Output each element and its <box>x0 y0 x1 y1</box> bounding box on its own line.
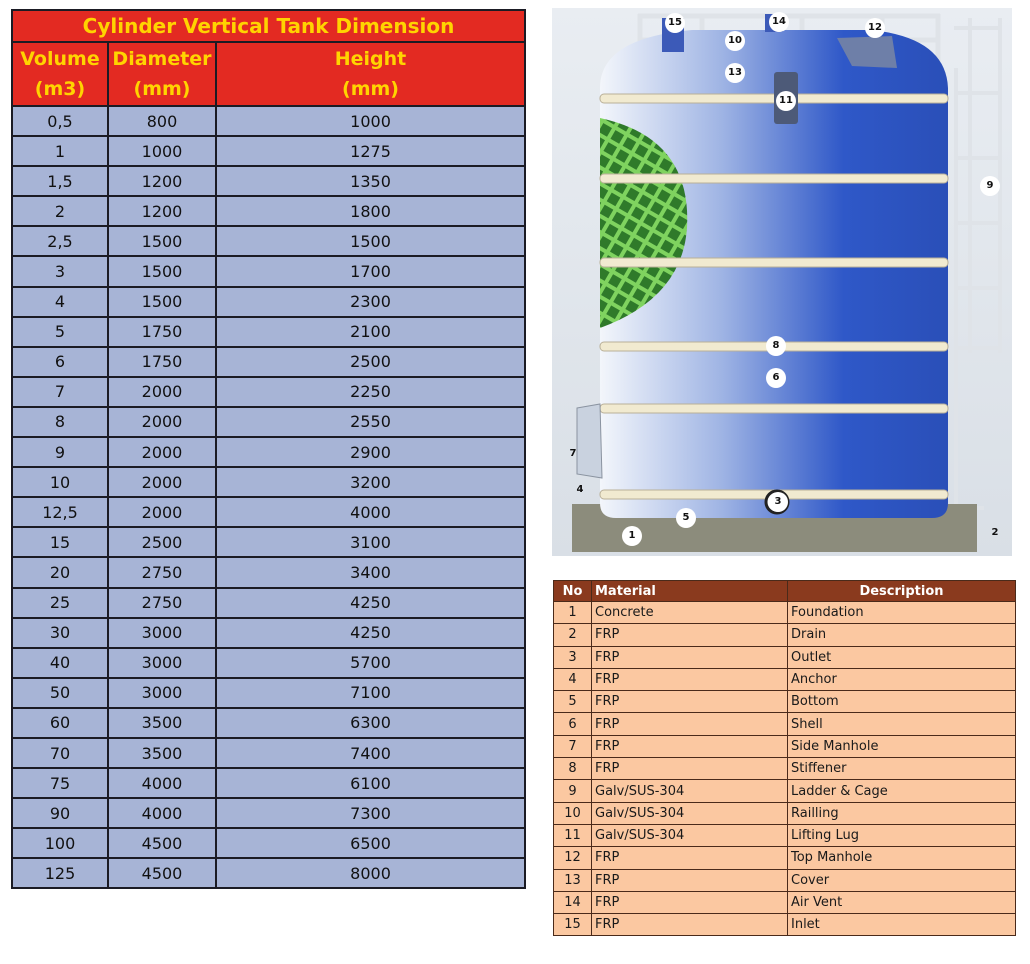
material-cell: FRP <box>592 713 788 735</box>
diameter-cell: 2000 <box>108 407 216 437</box>
description-cell: Foundation <box>788 602 1016 624</box>
table-row <box>554 691 1016 713</box>
height-cell: 6300 <box>216 708 525 738</box>
height-cell: 3200 <box>216 467 525 497</box>
table-row <box>12 708 525 738</box>
description-cell: Railling <box>788 802 1016 824</box>
diameter-cell: 3500 <box>108 708 216 738</box>
height-cell: 7300 <box>216 798 525 828</box>
volume-cell: 100 <box>12 828 108 858</box>
description-cell: Lifting Lug <box>788 824 1016 846</box>
height-cell: 1700 <box>216 256 525 286</box>
volume-cell: 2 <box>12 196 108 226</box>
description-cell: Ladder & Cage <box>788 780 1016 802</box>
height-cell: 4000 <box>216 497 525 527</box>
callout-8: 8 <box>766 336 786 356</box>
no-cell: 5 <box>554 691 592 713</box>
diameter-cell: 4500 <box>108 858 216 888</box>
height-cell: 1000 <box>216 106 525 136</box>
no-cell: 14 <box>554 891 592 913</box>
diameter-cell: 1200 <box>108 166 216 196</box>
height-header: Height (mm) <box>216 42 525 106</box>
description-cell: Inlet <box>788 914 1016 936</box>
diameter-cell: 2000 <box>108 437 216 467</box>
diameter-cell: 3000 <box>108 618 216 648</box>
material-cell: FRP <box>592 869 788 891</box>
diameter-cell: 4500 <box>108 828 216 858</box>
height-cell: 6500 <box>216 828 525 858</box>
material-cell: Concrete <box>592 602 788 624</box>
table-row <box>554 758 1016 780</box>
table-row <box>12 196 525 226</box>
volume-cell: 9 <box>12 437 108 467</box>
description-cell: Drain <box>788 624 1016 646</box>
description-cell: Air Vent <box>788 891 1016 913</box>
height-cell: 2900 <box>216 437 525 467</box>
no-cell: 7 <box>554 735 592 757</box>
callout-13: 13 <box>725 63 745 83</box>
volume-cell: 2,5 <box>12 226 108 256</box>
volume-cell: 10 <box>12 467 108 497</box>
table-row <box>12 317 525 347</box>
callout-2: 2 <box>991 527 999 538</box>
callout-11: 11 <box>776 91 796 111</box>
material-cell: FRP <box>592 847 788 869</box>
diameter-cell: 1500 <box>108 287 216 317</box>
volume-cell: 12,5 <box>12 497 108 527</box>
table-row <box>554 802 1016 824</box>
diameter-cell: 800 <box>108 106 216 136</box>
volume-cell: 5 <box>12 317 108 347</box>
height-cell: 2100 <box>216 317 525 347</box>
volume-cell: 70 <box>12 738 108 768</box>
callout-12: 12 <box>865 18 885 38</box>
table-row <box>12 648 525 678</box>
no-cell: 9 <box>554 780 592 802</box>
table-row <box>12 226 525 256</box>
height-cell: 4250 <box>216 618 525 648</box>
table-row <box>12 858 525 888</box>
material-table <box>553 580 1016 936</box>
table-row <box>12 287 525 317</box>
description-header: Description <box>788 581 1016 602</box>
material-cell: FRP <box>592 668 788 690</box>
table-row <box>12 588 525 618</box>
material-cell: FRP <box>592 624 788 646</box>
height-cell: 2550 <box>216 407 525 437</box>
height-cell: 1500 <box>216 226 525 256</box>
diameter-cell: 2750 <box>108 557 216 587</box>
no-cell: 10 <box>554 802 592 824</box>
height-cell: 7100 <box>216 678 525 708</box>
description-cell: Anchor <box>788 668 1016 690</box>
no-cell: 2 <box>554 624 592 646</box>
description-cell: Shell <box>788 713 1016 735</box>
table-row <box>554 668 1016 690</box>
table-row <box>554 624 1016 646</box>
table-row <box>12 166 525 196</box>
diameter-cell: 2750 <box>108 588 216 618</box>
volume-cell: 15 <box>12 527 108 557</box>
tank-illustration <box>552 8 1012 556</box>
callout-3: 3 <box>768 492 788 512</box>
no-cell: 8 <box>554 758 592 780</box>
table-row <box>12 527 525 557</box>
callout-9: 9 <box>980 176 1000 196</box>
volume-cell: 60 <box>12 708 108 738</box>
diameter-cell: 3000 <box>108 648 216 678</box>
diameter-cell: 1750 <box>108 347 216 377</box>
volume-cell: 25 <box>12 588 108 618</box>
side-manhole <box>577 404 602 478</box>
callout-15: 15 <box>665 13 685 33</box>
table-row <box>12 768 525 798</box>
no-cell: 1 <box>554 602 592 624</box>
table-row <box>12 557 525 587</box>
table-row <box>12 678 525 708</box>
material-cell: FRP <box>592 691 788 713</box>
volume-cell: 4 <box>12 287 108 317</box>
volume-cell: 20 <box>12 557 108 587</box>
no-header: No <box>554 581 592 602</box>
table-row <box>554 780 1016 802</box>
height-cell: 2250 <box>216 377 525 407</box>
height-cell: 4250 <box>216 588 525 618</box>
table-row <box>12 798 525 828</box>
height-cell: 2300 <box>216 287 525 317</box>
material-cell: FRP <box>592 646 788 668</box>
height-cell: 2500 <box>216 347 525 377</box>
diameter-cell: 1500 <box>108 256 216 286</box>
description-cell: Cover <box>788 869 1016 891</box>
height-cell: 7400 <box>216 738 525 768</box>
callout-1: 1 <box>622 526 642 546</box>
volume-cell: 30 <box>12 618 108 648</box>
material-cell: Galv/SUS-304 <box>592 802 788 824</box>
material-cell: FRP <box>592 914 788 936</box>
description-cell: Side Manhole <box>788 735 1016 757</box>
table-row <box>554 891 1016 913</box>
table-row <box>554 824 1016 846</box>
table-row <box>12 738 525 768</box>
diameter-cell: 3000 <box>108 678 216 708</box>
table-row <box>554 847 1016 869</box>
material-cell: FRP <box>592 891 788 913</box>
no-cell: 13 <box>554 869 592 891</box>
table-row <box>554 602 1016 624</box>
no-cell: 6 <box>554 713 592 735</box>
table-row <box>12 377 525 407</box>
table-row <box>12 437 525 467</box>
table-row <box>12 106 525 136</box>
no-cell: 4 <box>554 668 592 690</box>
volume-cell: 6 <box>12 347 108 377</box>
description-cell: Stiffener <box>788 758 1016 780</box>
diameter-cell: 1750 <box>108 317 216 347</box>
dimension-table-body <box>12 106 525 888</box>
volume-cell: 1 <box>12 136 108 166</box>
table-row <box>12 618 525 648</box>
table-row <box>12 497 525 527</box>
height-cell: 3400 <box>216 557 525 587</box>
description-cell: Top Manhole <box>788 847 1016 869</box>
height-cell: 1350 <box>216 166 525 196</box>
diameter-cell: 3500 <box>108 738 216 768</box>
volume-cell: 125 <box>12 858 108 888</box>
dimension-table <box>11 9 526 889</box>
callout-10: 10 <box>725 31 745 51</box>
material-cell: FRP <box>592 735 788 757</box>
material-header: Material <box>592 581 788 602</box>
diameter-header: Diameter (mm) <box>108 42 216 106</box>
description-cell: Outlet <box>788 646 1016 668</box>
no-cell: 12 <box>554 847 592 869</box>
height-cell: 1800 <box>216 196 525 226</box>
volume-cell: 40 <box>12 648 108 678</box>
table-row <box>12 407 525 437</box>
volume-cell: 8 <box>12 407 108 437</box>
diameter-cell: 2000 <box>108 467 216 497</box>
volume-header: Volume (m3) <box>12 42 108 106</box>
volume-cell: 75 <box>12 768 108 798</box>
height-cell: 5700 <box>216 648 525 678</box>
callout-6: 6 <box>766 368 786 388</box>
diameter-cell: 1500 <box>108 226 216 256</box>
callout-14: 14 <box>769 12 789 32</box>
diameter-cell: 2000 <box>108 377 216 407</box>
diameter-cell: 2000 <box>108 497 216 527</box>
table-row <box>12 467 525 497</box>
table-row <box>554 869 1016 891</box>
table-row <box>12 136 525 166</box>
dimension-table-title: Cylinder Vertical Tank Dimension <box>12 10 525 42</box>
table-row <box>554 646 1016 668</box>
material-cell: Galv/SUS-304 <box>592 780 788 802</box>
description-cell: Bottom <box>788 691 1016 713</box>
material-cell: FRP <box>592 758 788 780</box>
height-cell: 3100 <box>216 527 525 557</box>
table-row <box>554 713 1016 735</box>
callout-7: 7 <box>569 448 577 459</box>
callout-4: 4 <box>576 484 584 495</box>
diameter-cell: 4000 <box>108 798 216 828</box>
material-cell: Galv/SUS-304 <box>592 824 788 846</box>
height-cell: 8000 <box>216 858 525 888</box>
diameter-cell: 1000 <box>108 136 216 166</box>
volume-cell: 3 <box>12 256 108 286</box>
table-row <box>12 347 525 377</box>
table-row <box>554 735 1016 757</box>
table-row <box>12 828 525 858</box>
height-cell: 6100 <box>216 768 525 798</box>
material-table-body <box>554 602 1016 936</box>
callout-5: 5 <box>676 508 696 528</box>
diameter-cell: 2500 <box>108 527 216 557</box>
volume-cell: 0,5 <box>12 106 108 136</box>
no-cell: 11 <box>554 824 592 846</box>
volume-cell: 7 <box>12 377 108 407</box>
volume-cell: 50 <box>12 678 108 708</box>
no-cell: 3 <box>554 646 592 668</box>
diameter-cell: 1200 <box>108 196 216 226</box>
height-cell: 1275 <box>216 136 525 166</box>
volume-cell: 1,5 <box>12 166 108 196</box>
diameter-cell: 4000 <box>108 768 216 798</box>
table-row <box>554 914 1016 936</box>
tank-diagram <box>552 8 1012 556</box>
volume-cell: 90 <box>12 798 108 828</box>
no-cell: 15 <box>554 914 592 936</box>
table-row <box>12 256 525 286</box>
